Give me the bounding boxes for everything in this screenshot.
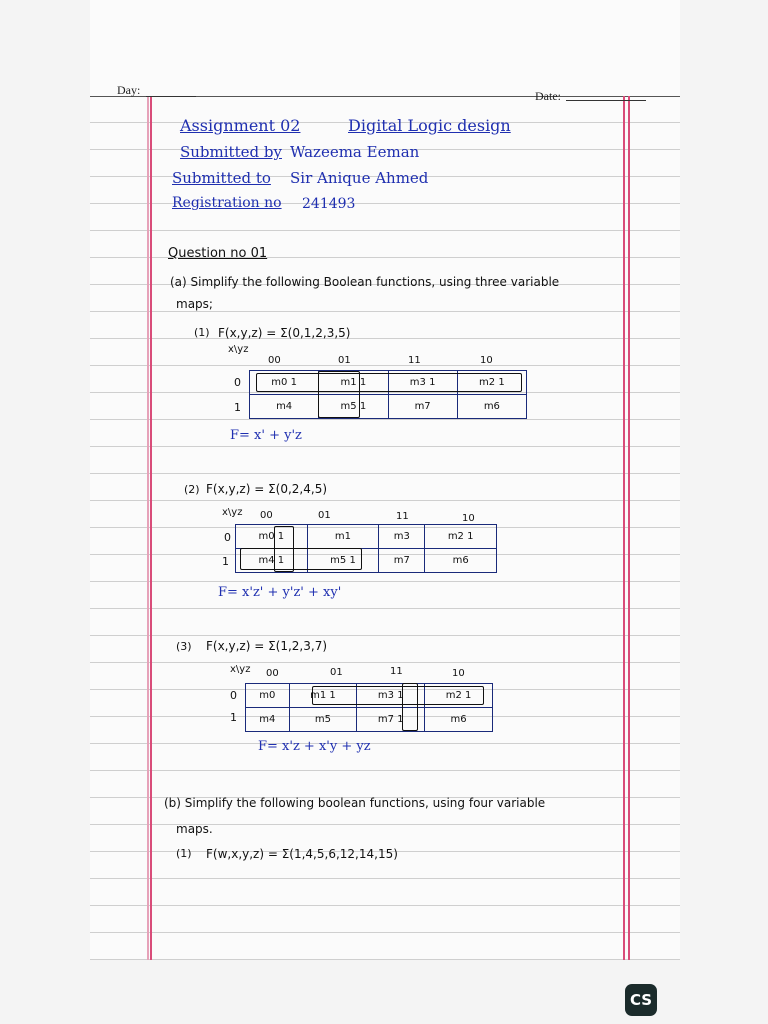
submitted-to-name: Sir Anique Ahmed <box>290 169 429 187</box>
kmap-2-cell: m5 1 <box>307 549 379 573</box>
kmap-3-corner: x\yz <box>230 664 251 675</box>
kmap-2-col-01: 01 <box>318 510 331 521</box>
kmap-2-cell: m1 <box>307 525 379 549</box>
kmap-3-cell: m0 <box>246 684 290 708</box>
problem-3-result: F= x'z + x'y + yz <box>258 739 371 754</box>
kmap-3-cell: m4 <box>246 708 290 732</box>
kmap-2-cell: m4 1 <box>236 549 308 573</box>
submitted-by-name: Wazeema Eeman <box>290 143 420 161</box>
right-margin-line-outer <box>628 96 630 960</box>
kmap-2-cell: m6 <box>425 549 497 573</box>
left-margin-line-inner <box>147 96 149 960</box>
four-var-label: (1) <box>176 847 192 860</box>
kmap-3-row-1: 1 <box>230 711 237 724</box>
question-heading: Question no 01 <box>168 246 268 261</box>
kmap-1-row-0: 0 <box>234 376 241 389</box>
kmap-1-cell: m4 <box>250 395 319 419</box>
kmap-3-col-11: 11 <box>390 666 403 677</box>
kmap-3-col-01: 01 <box>330 667 343 678</box>
kmap-2-cell: m2 1 <box>425 525 497 549</box>
problem-3-label: (3) <box>176 640 192 653</box>
problem-2-result: F= x'z' + y'z' + xy' <box>218 585 342 600</box>
kmap-1-col-01: 01 <box>338 355 351 366</box>
date-fill-line <box>566 100 646 101</box>
kmap-1-cell: m1 1 <box>319 371 388 395</box>
kmap-3-group-col <box>402 683 418 731</box>
kmap-1-col-11: 11 <box>408 355 421 366</box>
kmap-3-cell: m5 <box>289 708 357 732</box>
kmap-1-cell: m5 1 <box>319 395 388 419</box>
camscanner-logo: CS <box>625 984 657 1016</box>
submitted-by-label: Submitted by <box>180 143 282 161</box>
kmap-1-col-10: 10 <box>480 355 493 366</box>
four-var-function: F(w,x,y,z) = Σ(1,4,5,6,12,14,15) <box>206 847 398 861</box>
subject-title: Digital Logic design <box>348 116 511 135</box>
submitted-to-label: Submitted to <box>172 169 271 187</box>
kmap-1-cell: m6 <box>457 395 526 419</box>
assignment-title: Assignment 02 <box>180 116 301 135</box>
kmap-2-col-00: 00 <box>260 510 273 521</box>
kmap-1-cell: m2 1 <box>457 371 526 395</box>
right-margin-line <box>623 96 625 960</box>
kmap-2-col-10: 10 <box>462 513 475 524</box>
kmap-3-cell: m2 1 <box>425 684 493 708</box>
registration-number: 241493 <box>302 196 356 212</box>
problem-1-function: F(x,y,z) = Σ(0,1,2,3,5) <box>218 326 351 340</box>
problem-1-result: F= x' + y'z <box>230 428 302 443</box>
date-label: Date: <box>535 89 561 103</box>
kmap-3-cell: m3 1 <box>357 684 425 708</box>
kmap-2-group-col <box>274 526 294 572</box>
part-a-prompt: (a) Simplify the following Boolean functions, using three variable <box>170 275 560 289</box>
kmap-1-cell: m7 <box>388 395 457 419</box>
day-label: Day: <box>117 83 141 97</box>
kmap-1-row-1: 1 <box>234 401 241 414</box>
kmap-3-cell: m1 1 <box>289 684 357 708</box>
kmap-3-cell: m7 1 <box>357 708 425 732</box>
kmap-2-cell: m0 1 <box>236 525 308 549</box>
kmap-1-group-row <box>256 373 522 392</box>
left-margin-line <box>150 96 152 960</box>
kmap-2-row-1: 1 <box>222 555 229 568</box>
kmap-1-group-col <box>318 371 360 418</box>
problem-2-label: (2) <box>184 483 200 496</box>
page-header-area <box>90 0 680 96</box>
kmap-3-cell: m6 <box>425 708 493 732</box>
registration-label: Registration no <box>172 195 282 211</box>
kmap-1-corner: x\yz <box>228 344 249 355</box>
day-fill-line <box>146 96 196 97</box>
kmap-3-col-10: 10 <box>452 668 465 679</box>
problem-3-function: F(x,y,z) = Σ(1,2,3,7) <box>206 639 328 653</box>
kmap-3-col-00: 00 <box>266 668 279 679</box>
part-b-prompt-cont: maps. <box>176 822 213 836</box>
kmap-1-col-00: 00 <box>268 355 281 366</box>
kmap-2-col-11: 11 <box>396 511 409 522</box>
part-b-prompt: (b) Simplify the following boolean functions, using four variable <box>164 796 546 810</box>
kmap-1-cell: m0 1 <box>250 371 319 395</box>
problem-1-label: (1) <box>194 326 210 339</box>
kmap-2-group-row <box>240 548 362 570</box>
kmap-1-cell: m3 1 <box>388 371 457 395</box>
kmap-3-row-0: 0 <box>230 689 237 702</box>
kmap-2-cell: m3 <box>379 525 425 549</box>
kmap-2-cell: m7 <box>379 549 425 573</box>
kmap-3-group-row <box>312 686 484 705</box>
kmap-2-corner: x\yz <box>222 507 243 518</box>
kmap-2-row-0: 0 <box>224 531 231 544</box>
problem-2-function: F(x,y,z) = Σ(0,2,4,5) <box>206 482 328 496</box>
part-a-prompt-cont: maps; <box>176 297 213 311</box>
